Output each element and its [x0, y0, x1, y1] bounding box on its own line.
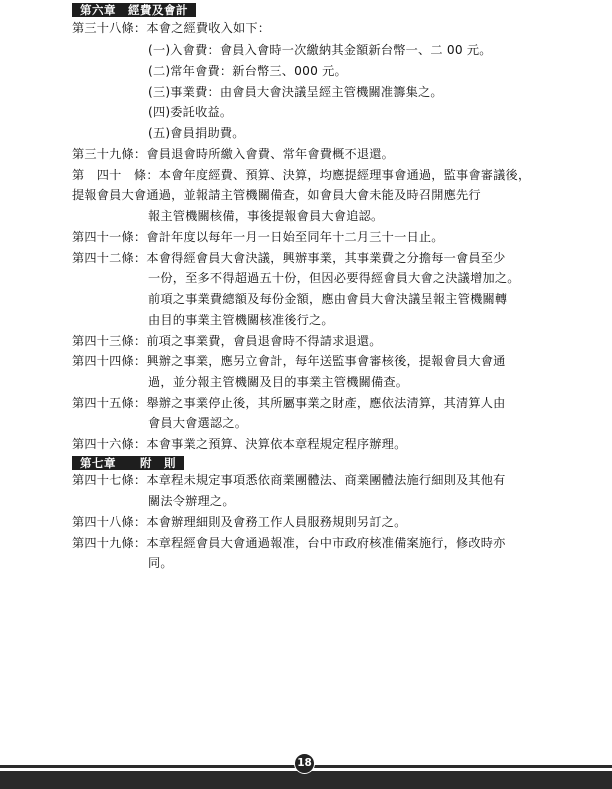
- article-40: 第 四十 條：本會年度經費、預算、決算，均應提經理事會通過，監事會審議後，: [72, 168, 531, 182]
- article-38-item-2: (二)常年會費：新台幣三、000 元。: [148, 64, 347, 78]
- article-38-item-3: (三)事業費：由會員大會決議呈經主管機關准籌集之。: [148, 85, 443, 99]
- article-44: 第四十四條：興辦之事業，應另立會計，每年送監事會審核後，提報會員大會通: [72, 354, 506, 368]
- chapter-6-heading: 第六章 經費及會計: [72, 3, 196, 17]
- article-42-cont-2: 前項之事業費總額及每份金額，應由會員大會決議呈報主管機關轉: [148, 292, 508, 306]
- article-40-cont-1: 提報會員大會通過，並報請主管機關備查，如會員大會未能及時召開應先行: [72, 188, 481, 202]
- article-43: 第四十三條：前項之事業費，會員退會時不得請求退還。: [72, 334, 382, 348]
- article-41: 第四十一條：會計年度以每年一月一日始至同年十二月三十一日止。: [72, 230, 444, 244]
- article-38-item-4: (四)委託收益。: [148, 105, 233, 119]
- article-38: 第三十八條：本會之經費收入如下：: [72, 21, 271, 35]
- article-42: 第四十二條：本會得經會員大會決議，興辦事業，其事業費之分擔每一會員至少: [72, 251, 506, 265]
- article-38-item-1: (一)入會費：會員入會時一次繳納其金額新台幣一、二 00 元。: [148, 43, 492, 57]
- article-47-cont: 關法令辦理之。: [148, 494, 235, 508]
- article-45-cont: 會員大會選認之。: [148, 416, 248, 430]
- article-42-cont-3: 由目的事業主管機關核准後行之。: [148, 313, 334, 327]
- article-48: 第四十八條：本會辦理細則及會務工作人員服務規則另訂之。: [72, 515, 407, 529]
- article-42-cont-1: 一份，至多不得超過五十份，但因必要得經會員大會之決議增加之。: [148, 271, 520, 285]
- article-49: 第四十九條：本章程經會員大會通過報准，台中市政府核准備案施行，修改時亦: [72, 536, 506, 550]
- page-number-badge: 18: [294, 753, 315, 774]
- article-40-cont-2: 報主管機關核備，事後提報會員大會追認。: [148, 209, 384, 223]
- article-49-cont: 同。: [148, 556, 173, 570]
- article-45: 第四十五條：舉辦之事業停止後，其所屬事業之財產，應依法清算，其清算人由: [72, 396, 506, 410]
- chapter-7-heading: 第七章 附 則: [72, 456, 184, 470]
- article-39: 第三十九條：會員退會時所繳入會費、常年會費概不退還。: [72, 147, 395, 161]
- article-38-item-5: (五)會員捐助費。: [148, 126, 245, 140]
- article-46: 第四十六條：本會事業之預算、決算依本章程規定程序辦理。: [72, 437, 407, 451]
- article-47: 第四十七條：本章程未規定事項悉依商業團體法、商業團體法施行細則及其他有: [72, 473, 506, 487]
- article-44-cont: 過，並分報主管機關及目的事業主管機關備查。: [148, 375, 409, 389]
